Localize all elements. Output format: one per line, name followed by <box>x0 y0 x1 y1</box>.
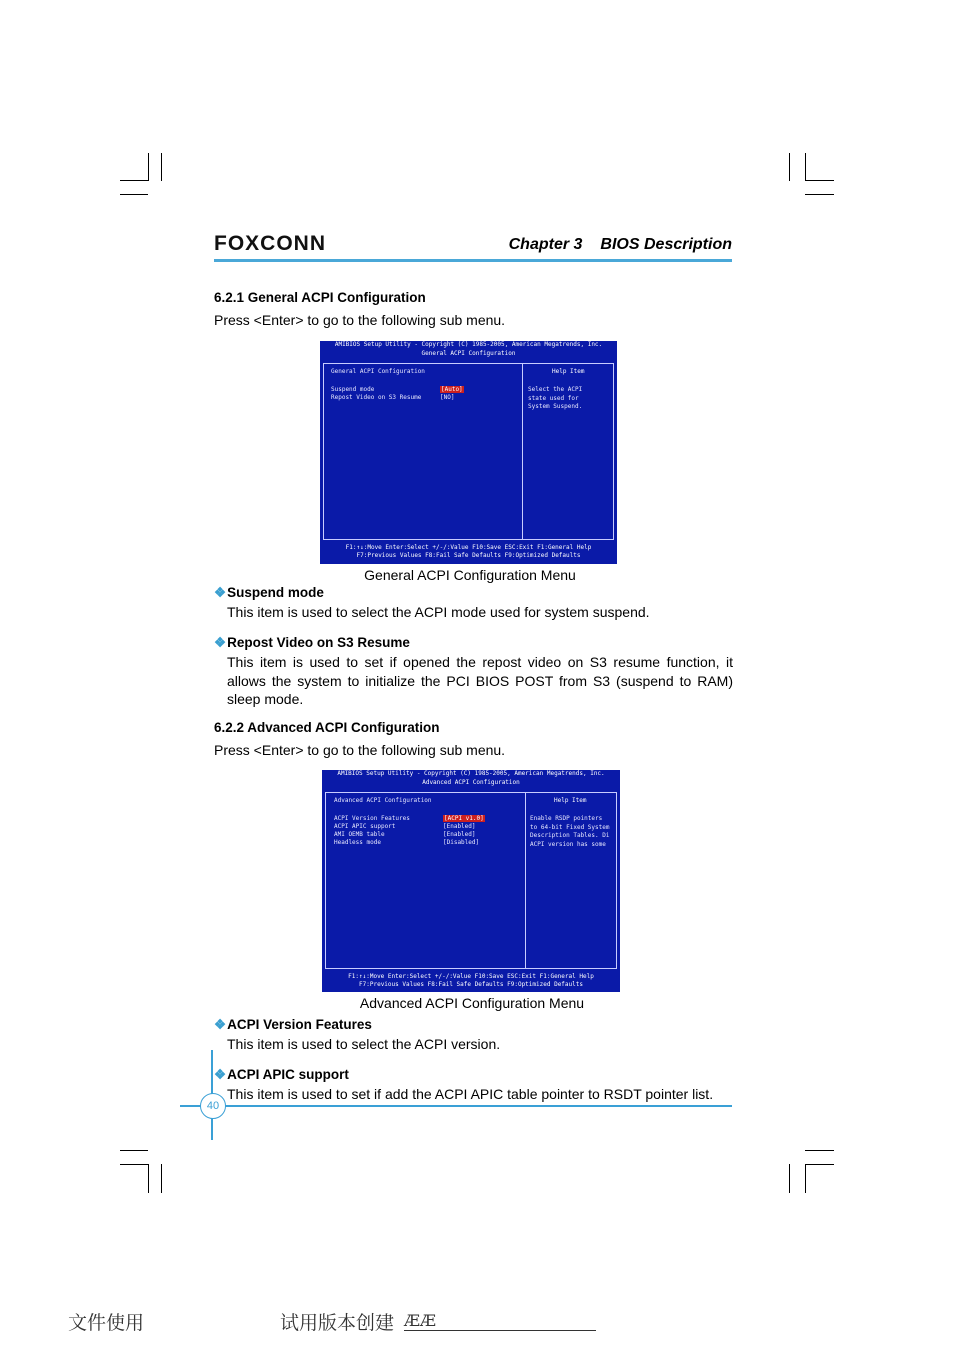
diamond-bullet-icon: ❖ <box>214 585 227 600</box>
item-title <box>214 1017 372 1033</box>
watermark-underline <box>404 1330 596 1331</box>
crop-mark <box>161 1164 162 1193</box>
bios-selected-value[interactable]: [ACPI v1.0] <box>444 815 484 822</box>
bios-option-value[interactable]: [NO] <box>440 394 455 401</box>
crop-mark <box>805 1164 806 1193</box>
help-line: Select the ACPI <box>528 386 583 393</box>
help-line: state used for <box>528 394 579 402</box>
bios-title <box>322 770 620 791</box>
section-heading: 6.2.1 General ACPI Configuration <box>214 290 426 305</box>
bios-footer-keys: F7:Previous Values F8:Fail Safe Defaults F9:Optimized Defaults <box>359 981 583 988</box>
bios-footer-keys: F1:↑↓:Move Enter:Select +/-/:Value F10:Save ESC:Exit F1:General Help <box>345 544 592 551</box>
crop-mark <box>805 153 806 181</box>
crop-mark <box>789 153 790 181</box>
crop-mark <box>805 180 834 181</box>
item-title-text: ACPI Version Features <box>227 1017 372 1032</box>
figure-caption: Advanced ACPI Configuration Menu <box>359 995 585 1011</box>
page-number: 40 <box>200 1093 226 1119</box>
item-title <box>214 585 324 601</box>
bios-title-line: AMIBIOS Setup Utility - Copyright (C) 1985-2005, American Megatrends, Inc. <box>334 341 603 348</box>
help-line: ACPI version has some <box>530 840 606 848</box>
bios-option-row[interactable]: AMI OEMB table <box>334 831 385 838</box>
diamond-bullet-icon: ❖ <box>214 635 227 650</box>
crop-mark <box>120 180 148 181</box>
bios-option-row[interactable]: Repost Video on S3 Resume <box>331 394 422 401</box>
help-line: System Suspend. <box>528 403 583 411</box>
help-line: Enable RSDP pointers <box>530 815 603 822</box>
bios-subtitle-line: Advanced ACPI Configuration <box>422 778 520 786</box>
crop-mark <box>789 1164 790 1193</box>
item-title-text: ACPI APIC support <box>227 1067 349 1082</box>
crop-mark <box>148 153 149 181</box>
item-text: This item is used to set if add the ACPI APIC table pointer to RSDT pointer list. <box>227 1086 714 1102</box>
bios-help-text <box>530 815 609 849</box>
bios-footer-keys: F1:↑↓:Move Enter:Select +/-/:Value F10:Save ESC:Exit F1:General Help <box>348 973 594 980</box>
bios-panel-title: Advanced ACPI Configuration <box>334 797 432 804</box>
item-text: This item is used to select the ACPI mode used for system suspend. <box>227 604 650 620</box>
bios-option-row[interactable]: ACPI APIC support <box>334 823 396 830</box>
item-title-text: Repost Video on S3 Resume <box>227 635 410 650</box>
header-rule <box>214 259 732 262</box>
section-intro: Press <Enter> to go to the following sub menu. <box>214 312 506 328</box>
crop-mark <box>805 194 834 195</box>
chapter-number: Chapter 3 <box>508 236 583 253</box>
help-line: to 64-bit Fixed System <box>530 823 610 831</box>
watermark-left: 文件使用 <box>68 1312 145 1334</box>
bios-subtitle-line: General ACPI Configuration <box>421 349 516 357</box>
watermark-tag: ÆÆ <box>404 1311 437 1330</box>
crop-mark <box>148 1164 149 1193</box>
chapter-name: BIOS Description <box>600 236 732 253</box>
item-title <box>214 1067 349 1083</box>
bios-help-text <box>528 386 582 412</box>
bios-title-line: AMIBIOS Setup Utility - Copyright (C) 1985-2005, American Megatrends, Inc. <box>337 770 605 777</box>
bios-option-value[interactable]: [Disabled] <box>443 839 480 846</box>
item-text: This item is used to select the ACPI version. <box>227 1036 501 1052</box>
bios-panel-title: General ACPI Configuration <box>331 368 425 375</box>
bios-option-row[interactable]: Headless mode <box>334 839 381 846</box>
item-title-text: Suspend mode <box>227 585 324 600</box>
bios-divider <box>525 792 526 968</box>
bios-selected-value[interactable]: [Auto] <box>441 386 463 393</box>
diamond-bullet-icon: ❖ <box>214 1067 227 1082</box>
item-text: This item is used to set if opened the repost video on S3 resume function, it allows the system to initialize the PCI BIOS POST from S3 (suspend to RAM) sleep mode. <box>227 654 733 707</box>
brand-logo: FOXCONN <box>214 232 326 255</box>
bios-screen-advanced <box>322 770 620 992</box>
bios-option-value[interactable]: [Enabled] <box>443 831 476 838</box>
bios-help-title: Help Item <box>554 797 587 804</box>
bios-option-value[interactable]: [Enabled] <box>443 823 476 830</box>
figure-caption: General ACPI Configuration Menu <box>364 567 576 583</box>
crop-mark <box>120 194 148 195</box>
chapter-title <box>509 236 732 254</box>
watermark-right: 试用版本创建 <box>280 1312 395 1334</box>
bios-screen-general <box>320 341 617 564</box>
crop-mark <box>120 1164 148 1165</box>
bios-divider <box>522 363 523 539</box>
bios-option-row[interactable]: ACPI Version Features <box>334 815 410 822</box>
bios-option-row[interactable]: Suspend mode <box>331 386 375 393</box>
crop-mark <box>120 1150 148 1151</box>
section-intro: Press <Enter> to go to the following sub menu. <box>214 742 506 758</box>
diamond-bullet-icon: ❖ <box>214 1017 227 1032</box>
section-heading: 6.2.2 Advanced ACPI Configuration <box>214 720 440 735</box>
help-line: Description Tables. Di <box>530 832 610 840</box>
item-title <box>214 635 410 651</box>
bios-title <box>320 341 617 362</box>
bios-footer-keys: F7:Previous Values F8:Fail Safe Defaults F9:Optimized Defaults <box>356 552 581 559</box>
bios-help-title: Help Item <box>552 368 585 375</box>
crop-mark <box>805 1150 834 1151</box>
footer-rule <box>180 1105 732 1107</box>
crop-mark <box>161 153 162 181</box>
crop-mark <box>805 1164 834 1165</box>
